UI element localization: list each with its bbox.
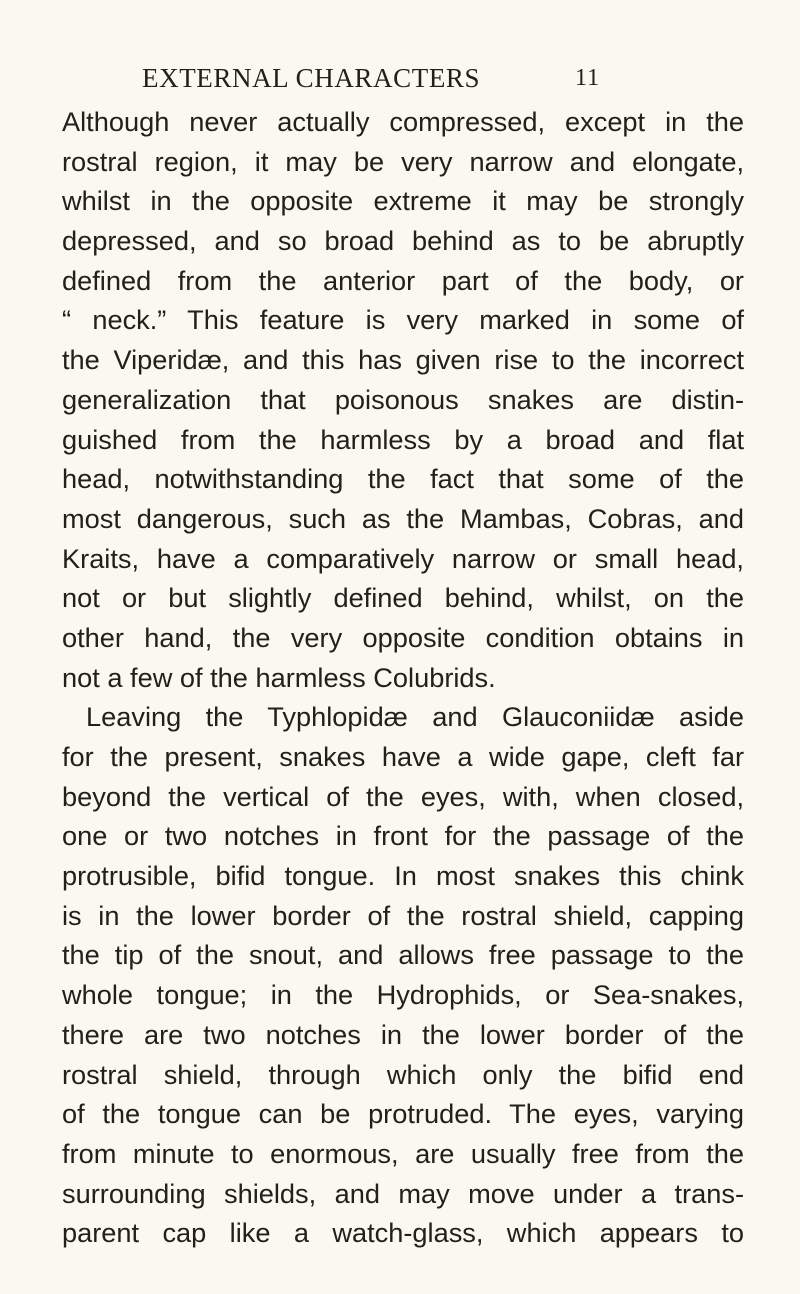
- body-text: [62, 102, 744, 1253]
- text-line: whole tongue; in the Hydrophids, or Sea-snakes,: [62, 979, 744, 1011]
- text-line: parent cap like a watch-glass, which appears to: [62, 1217, 744, 1249]
- text-line: there are two notches in the lower border of the: [62, 1018, 744, 1050]
- text-line: rostral shield, through which only the bifid end: [62, 1058, 744, 1090]
- page-header: [142, 58, 602, 98]
- text-line: not a few of the harmless Colubrids.: [62, 661, 496, 693]
- text-line: is in the lower border of the rostral shield, capping: [62, 899, 744, 931]
- text-line: the tip of the snout, and allows free passage to the: [62, 939, 744, 971]
- text-line: Leaving the Typhlopidæ and Glauconiidæ aside: [86, 701, 744, 733]
- text-line: “ neck.” This feature is very marked in some of: [62, 304, 744, 336]
- text-line: defined from the anterior part of the body, or: [62, 264, 744, 296]
- text-line: generalization that poisonous snakes are distin-: [62, 383, 744, 415]
- text-line: Although never actually compressed, except in the: [62, 106, 744, 137]
- text-line: surrounding shields, and may move under a trans-: [62, 1177, 744, 1209]
- text-line: most dangerous, such as the Mambas, Cobras, and: [62, 502, 744, 534]
- text-line: rostral region, it may be very narrow and elongate,: [62, 145, 744, 177]
- text-line: from minute to enormous, are usually free from the: [62, 1137, 744, 1169]
- text-line: one or two notches in front for the passage of the: [62, 820, 744, 852]
- text-line: Kraits, have a comparatively narrow or small head,: [62, 542, 744, 574]
- text-line: guished from the harmless by a broad and flat: [62, 423, 744, 455]
- running-title: EXTERNAL CHARACTERS: [142, 63, 481, 93]
- text-line: not or but slightly defined behind, whilst, on the: [62, 582, 744, 614]
- text-line: beyond the vertical of the eyes, with, when closed,: [62, 780, 744, 812]
- text-line: other hand, the very opposite condition obtains in: [62, 621, 744, 653]
- text-line: depressed, and so broad behind as to be abruptly: [62, 225, 744, 257]
- text-line: protrusible, bifid tongue. In most snakes this chink: [62, 860, 744, 892]
- text-line: of the tongue can be protruded. The eyes, varying: [62, 1098, 744, 1130]
- text-line: whilst in the opposite extreme it may be strongly: [62, 185, 744, 217]
- text-line: the Viperidæ, and this has given rise to the incorrect: [62, 344, 744, 376]
- text-line: head, notwithstanding the fact that some of the: [62, 463, 744, 495]
- page-number: 11: [575, 65, 601, 91]
- text-line: for the present, snakes have a wide gape, cleft far: [62, 741, 744, 772]
